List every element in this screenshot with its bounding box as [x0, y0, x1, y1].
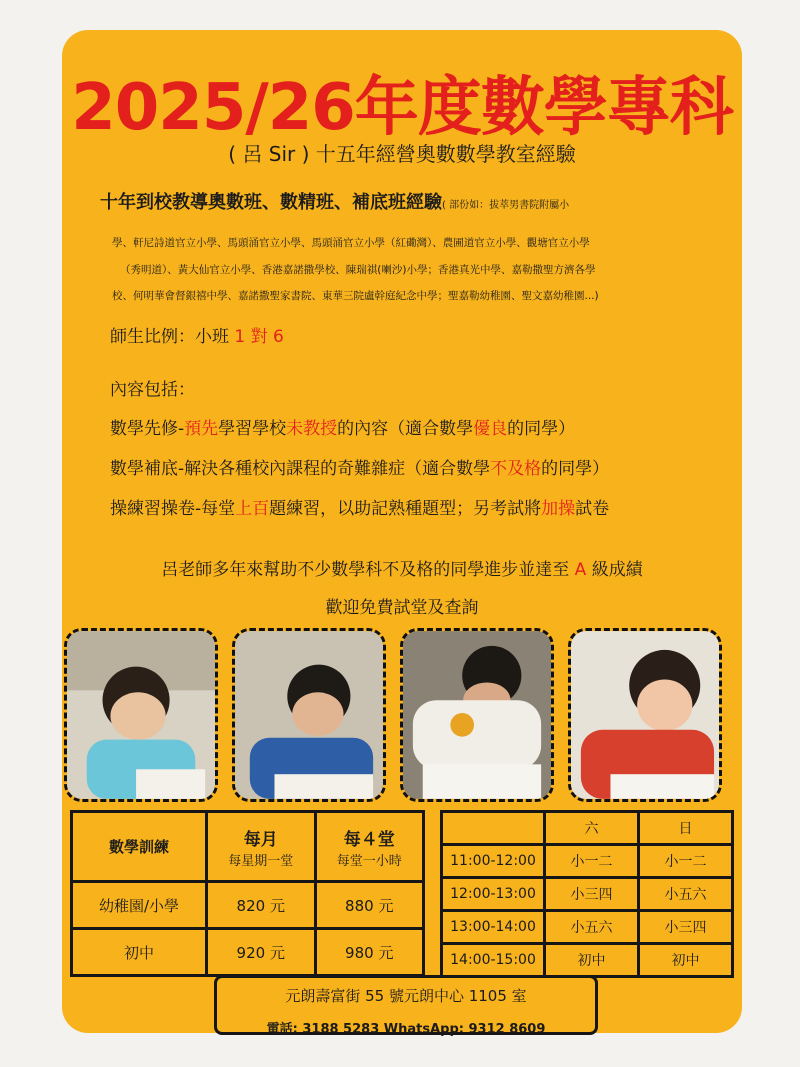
table-row	[72, 882, 424, 929]
schedule-cell: 小五六	[639, 878, 733, 911]
schedule-cell: 小三四	[639, 911, 733, 944]
fee-table	[70, 810, 425, 977]
fee-level: 幼稚園/小學	[72, 882, 207, 929]
experience-line: （秀明道）、黃大仙官立小學、香港嘉諾撒學校、陳瑞祺(喇沙)小學；香港真光中學、嘉勒撒聖方濟各學	[120, 264, 596, 276]
subtitle: ( 呂 Sir ) 十五年經營奧數數學教室經驗	[228, 142, 576, 166]
schedule-cell: 小三四	[545, 878, 639, 911]
fee-four: 980 元	[315, 929, 424, 976]
schedule-cell: 小五六	[545, 911, 639, 944]
experience-heading: 十年到校教導奧數班、數精班、補底班經驗( 部份如：拔萃男書院附屬小	[100, 192, 570, 213]
page-title: 2025/26年度數學專科	[71, 71, 733, 145]
experience-note: ( 部份如：拔萃男書院附屬小	[442, 200, 570, 211]
content-line-remedial: 數學補底-解決各種校內課程的奇難雜症（適合數學不及格的同學）	[110, 459, 610, 479]
fee-level: 初中	[72, 929, 207, 976]
address-box	[214, 975, 598, 1035]
student-photo	[400, 628, 554, 802]
schedule-cell: 小一二	[545, 845, 639, 878]
schedule-time: 12:00-13:00	[442, 878, 545, 911]
fee-four: 880 元	[315, 882, 424, 929]
promo-invite: 歡迎免費試堂及查詢	[325, 598, 479, 618]
table-row	[72, 929, 424, 976]
schedule-time: 14:00-15:00	[442, 944, 545, 977]
schedule-cell: 初中	[639, 944, 733, 977]
promo-line: 呂老師多年來幫助不少數學科不及格的同學進步並達至 A 級成績	[161, 560, 643, 580]
schedule-day-sun: 日	[639, 812, 733, 845]
student-photo	[64, 628, 218, 802]
schedule-day-sat: 六	[545, 812, 639, 845]
table-row	[442, 845, 733, 878]
schedule-cell: 初中	[545, 944, 639, 977]
student-photo	[232, 628, 386, 802]
fee-header-training: 數學訓練	[72, 812, 207, 882]
table-row	[442, 878, 733, 911]
schedule-time: 11:00-12:00	[442, 845, 545, 878]
poster	[62, 30, 742, 1037]
table-row	[442, 944, 733, 977]
content-heading: 內容包括：	[110, 380, 195, 400]
fee-monthly: 820 元	[207, 882, 316, 929]
table-row	[442, 812, 733, 845]
schedule-table	[440, 810, 734, 978]
fee-header-four-lessons: 每４堂 每堂一小時	[315, 812, 424, 882]
fee-header-monthly: 每月 每星期一堂	[207, 812, 316, 882]
schedule-corner	[442, 812, 545, 845]
content-line-preview: 數學先修-預先學習學校未教授的內容（適合數學優良的同學）	[110, 419, 576, 439]
table-row	[442, 911, 733, 944]
student-photo	[568, 628, 722, 802]
experience-line: 學、軒尼詩道官立小學、馬頭涌官立小學、馬頭涌官立小學（紅磡灣）、農圃道官立小學、觀塘官立小學	[112, 237, 590, 249]
table-row	[72, 812, 424, 882]
schedule-cell: 小一二	[639, 845, 733, 878]
fee-monthly: 920 元	[207, 929, 316, 976]
contact-info: 電話: 3188 5283 WhatsApp: 9312 8609	[266, 1022, 546, 1037]
teacher-student-ratio: 師生比例：小班 1 對 6	[110, 327, 284, 347]
address: 元朗壽富街 55 號元朗中心 1105 室	[285, 987, 527, 1005]
experience-line: 校、何明華會督銀禧中學、嘉諾撒聖家書院、東華三院盧幹庭紀念中學；聖嘉勒幼稚園、聖文嘉幼稚園...)	[112, 290, 599, 302]
content-line-drill: 操練習操卷-每堂上百題練習，以助記熟種題型；另考試將加操試卷	[110, 499, 610, 519]
schedule-time: 13:00-14:00	[442, 911, 545, 944]
